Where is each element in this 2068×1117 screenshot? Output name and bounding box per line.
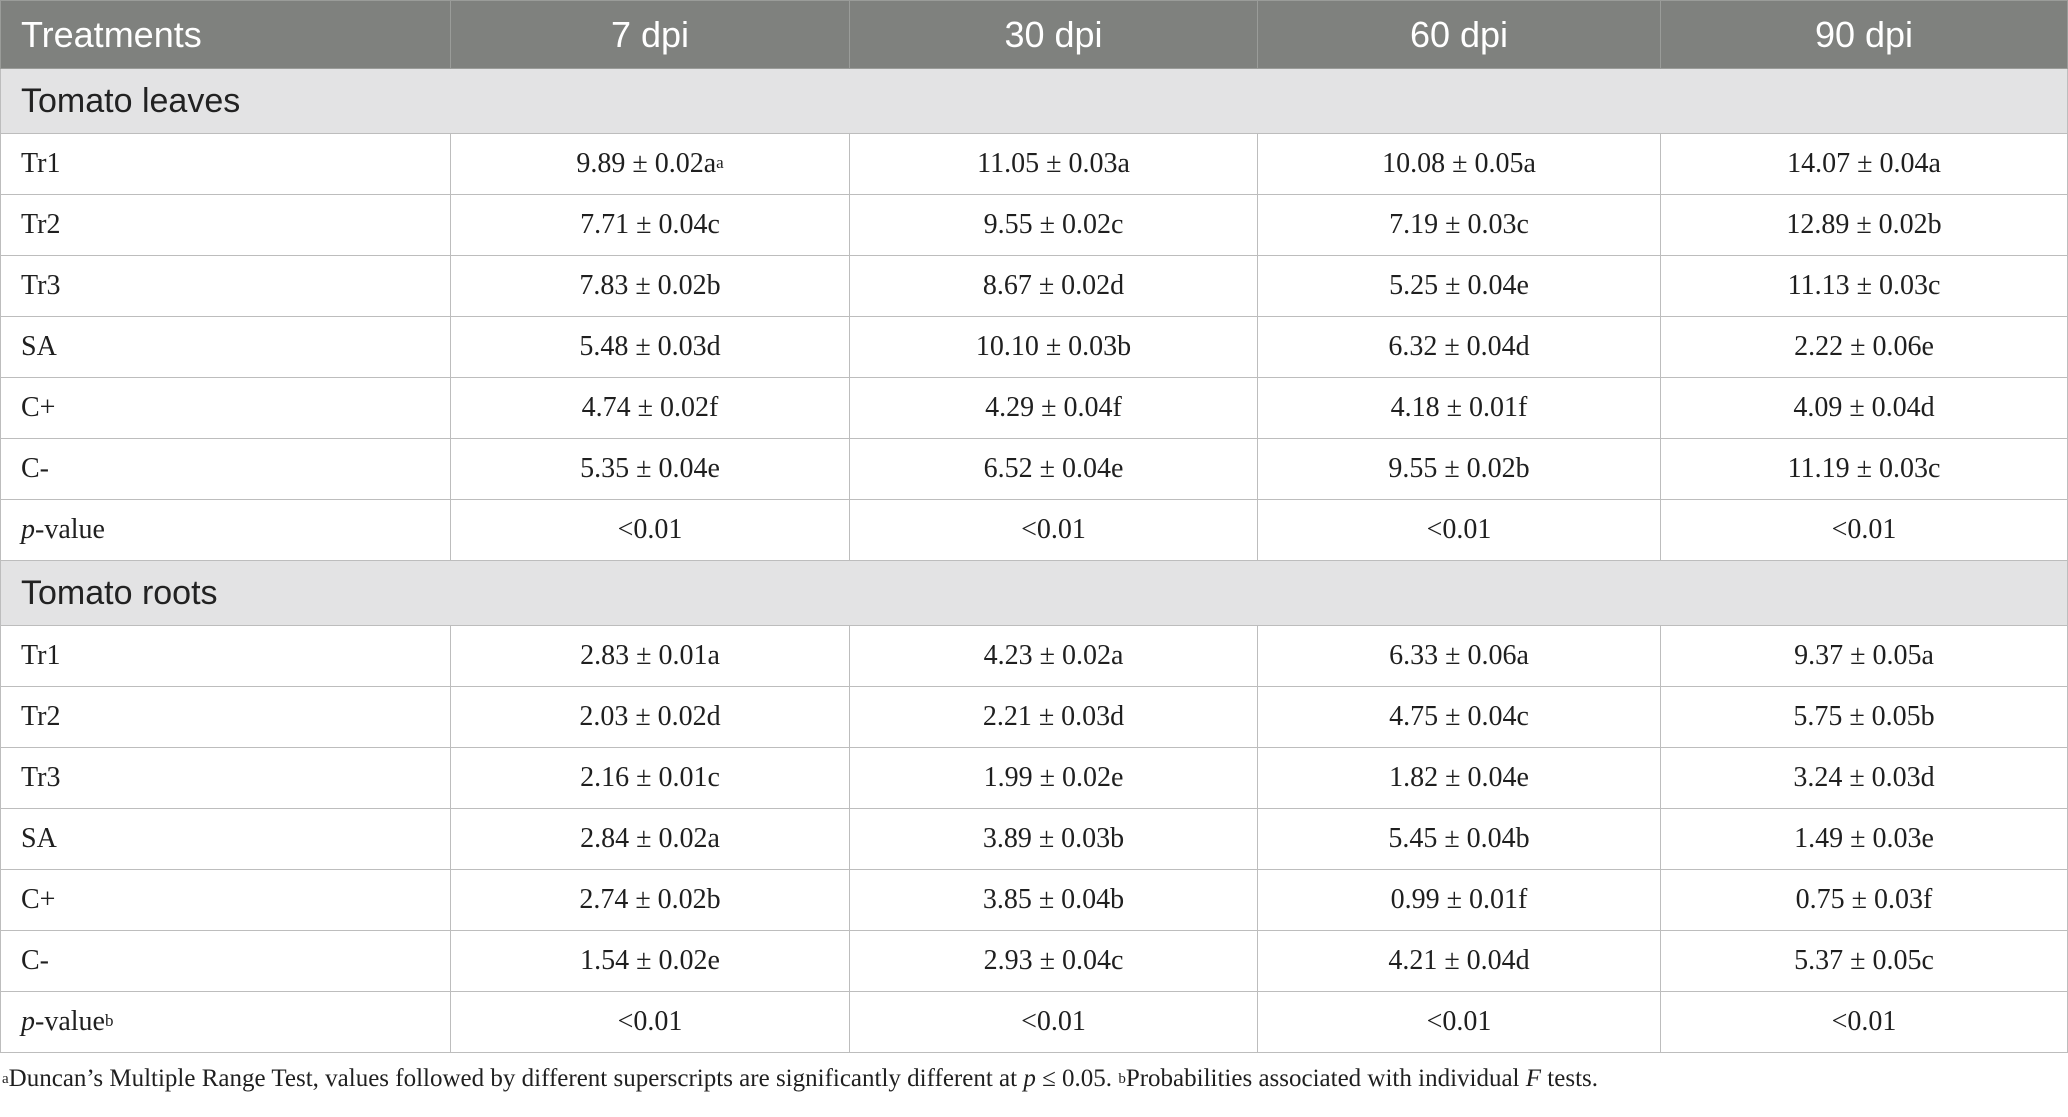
value-cell <box>451 687 850 748</box>
value-text: 0.99 ± 0.01f <box>1390 884 1528 915</box>
value-cell <box>451 317 850 378</box>
section-title: Tomato leaves <box>1 69 2068 134</box>
value-text: 11.19 ± 0.03c <box>1787 453 1941 484</box>
pvalue-label-text: -value <box>35 1006 105 1037</box>
value-cell <box>1661 870 2068 931</box>
value-text: 5.25 ± 0.04e <box>1389 270 1529 301</box>
value-cell <box>451 748 850 809</box>
footnote-text: Duncan’s Multiple Range Test, values followed by different superscripts are significantly different at <box>8 1065 1024 1092</box>
value-cell <box>850 317 1258 378</box>
table-row <box>1 134 2068 195</box>
treatment-label: SA <box>1 317 451 378</box>
table-body <box>1 69 2068 1053</box>
header-cell: 7 dpi <box>451 1 850 69</box>
value-text: 4.75 ± 0.04c <box>1389 701 1529 732</box>
value-text: 2.03 ± 0.02d <box>579 701 721 732</box>
value-cell <box>1258 809 1661 870</box>
treatment-label: C- <box>1 931 451 992</box>
value-text: 2.83 ± 0.01a <box>580 640 720 671</box>
value-text: 7.19 ± 0.03c <box>1389 209 1529 240</box>
pvalue-label-text: -value <box>35 514 105 545</box>
value-text: 4.09 ± 0.04d <box>1793 392 1935 423</box>
value-text: 10.08 ± 0.05a <box>1382 148 1536 179</box>
treatment-label: Tr3 <box>1 256 451 317</box>
value-cell <box>850 809 1258 870</box>
value-cell <box>1258 134 1661 195</box>
value-text: 1.82 ± 0.04e <box>1389 762 1529 793</box>
treatment-label: C+ <box>1 378 451 439</box>
value-cell <box>451 809 850 870</box>
value-text: 11.13 ± 0.03c <box>1787 270 1941 301</box>
section-title: Tomato roots <box>1 561 2068 626</box>
value-text: 9.37 ± 0.05a <box>1794 640 1934 671</box>
value-cell <box>850 931 1258 992</box>
value-cell <box>850 134 1258 195</box>
value-text: 14.07 ± 0.04a <box>1787 148 1941 179</box>
value-cell <box>1661 378 2068 439</box>
footnote-italic: F <box>1525 1065 1542 1092</box>
pvalue-cell: <0.01 <box>1661 500 2068 561</box>
header-row <box>1 1 2068 69</box>
value-text: 4.21 ± 0.04d <box>1388 945 1530 976</box>
value-text: 9.89 ± 0.02a <box>576 148 717 179</box>
value-cell <box>1258 687 1661 748</box>
table-row <box>1 748 2068 809</box>
footnote-text: Probabilities associated with individual <box>1125 1065 1526 1092</box>
value-text: 5.45 ± 0.04b <box>1388 823 1530 854</box>
treatment-label: Tr1 <box>1 134 451 195</box>
header-cell: Treatments <box>1 1 451 69</box>
value-cell <box>451 195 850 256</box>
footnote-marker: b <box>1118 1071 1126 1087</box>
pvalue-row <box>1 992 2068 1053</box>
value-text: 5.37 ± 0.05c <box>1794 945 1934 976</box>
value-cell <box>451 378 850 439</box>
table-row <box>1 256 2068 317</box>
value-cell <box>451 626 850 687</box>
value-cell <box>451 931 850 992</box>
value-cell <box>850 439 1258 500</box>
footnote-text: tests. <box>1541 1065 1598 1092</box>
treatment-label: C- <box>1 439 451 500</box>
footnote-marker: a <box>2 1071 9 1087</box>
value-text: 3.24 ± 0.03d <box>1793 762 1935 793</box>
value-text: 6.32 ± 0.04d <box>1388 331 1530 362</box>
pvalue-cell: <0.01 <box>1258 500 1661 561</box>
value-text: 7.83 ± 0.02b <box>579 270 721 301</box>
treatment-label: SA <box>1 809 451 870</box>
value-cell <box>1258 378 1661 439</box>
value-text: 12.89 ± 0.02b <box>1786 209 1942 240</box>
value-text: 6.52 ± 0.04e <box>983 453 1124 484</box>
table-row <box>1 931 2068 992</box>
value-text: 1.49 ± 0.03e <box>1794 823 1934 854</box>
value-cell <box>1258 626 1661 687</box>
value-cell <box>451 134 850 195</box>
value-cell <box>1661 931 2068 992</box>
value-text: 1.54 ± 0.02e <box>580 945 720 976</box>
table-row <box>1 870 2068 931</box>
footnote-marker: b <box>104 1011 114 1030</box>
value-cell <box>451 256 850 317</box>
table-row <box>1 317 2068 378</box>
value-text: 0.75 ± 0.03f <box>1795 884 1933 915</box>
value-cell <box>850 626 1258 687</box>
value-cell <box>850 687 1258 748</box>
value-cell <box>1258 748 1661 809</box>
value-cell <box>1258 256 1661 317</box>
pvalue-row <box>1 500 2068 561</box>
treatment-label: Tr3 <box>1 748 451 809</box>
value-cell <box>1661 626 2068 687</box>
value-cell <box>1661 195 2068 256</box>
pvalue-label <box>1 500 451 561</box>
table-footnote <box>0 1065 2068 1093</box>
value-text: 3.89 ± 0.03b <box>982 823 1125 854</box>
value-text: 2.21 ± 0.03d <box>982 701 1125 732</box>
value-text: 11.05 ± 0.03a <box>977 148 1130 179</box>
value-text: 2.22 ± 0.06e <box>1794 331 1934 362</box>
pvalue-cell: <0.01 <box>850 500 1258 561</box>
pvalue-italic: p <box>21 1006 35 1037</box>
value-cell <box>850 870 1258 931</box>
value-text: 4.18 ± 0.01f <box>1390 392 1528 423</box>
value-cell <box>1258 317 1661 378</box>
table-row <box>1 195 2068 256</box>
footnote-marker: a <box>716 153 724 172</box>
value-text: 8.67 ± 0.02d <box>982 270 1125 301</box>
footnote-italic: p <box>1023 1065 1036 1092</box>
footnote-text: ≤ 0.05. <box>1035 1065 1119 1092</box>
value-cell <box>1661 439 2068 500</box>
value-cell <box>1661 809 2068 870</box>
section-row <box>1 69 2068 134</box>
value-text: 2.93 ± 0.04c <box>983 945 1124 976</box>
value-cell <box>451 439 850 500</box>
value-text: 1.99 ± 0.02e <box>983 762 1124 793</box>
header-cell: 90 dpi <box>1661 1 2068 69</box>
pvalue-cell: <0.01 <box>1258 992 1661 1053</box>
value-text: 4.29 ± 0.04f <box>985 392 1122 423</box>
value-cell <box>850 256 1258 317</box>
value-text: 5.48 ± 0.03d <box>579 331 721 362</box>
value-text: 2.16 ± 0.01c <box>580 762 720 793</box>
value-text: 7.71 ± 0.04c <box>580 209 720 240</box>
value-text: 9.55 ± 0.02b <box>1388 453 1530 484</box>
pvalue-cell: <0.01 <box>451 992 850 1053</box>
value-cell <box>1258 195 1661 256</box>
section-row <box>1 561 2068 626</box>
value-text: 10.10 ± 0.03b <box>975 331 1132 362</box>
value-cell <box>1661 687 2068 748</box>
value-cell <box>1258 439 1661 500</box>
value-cell <box>850 195 1258 256</box>
value-text: 3.85 ± 0.04b <box>982 884 1125 915</box>
table-row <box>1 809 2068 870</box>
value-text: 4.23 ± 0.02a <box>983 640 1124 671</box>
value-cell <box>1661 134 2068 195</box>
value-cell <box>1661 748 2068 809</box>
value-text: 5.35 ± 0.04e <box>580 453 720 484</box>
value-cell <box>1661 317 2068 378</box>
value-cell <box>850 378 1258 439</box>
value-text: 5.75 ± 0.05b <box>1793 701 1935 732</box>
pvalue-cell: <0.01 <box>1661 992 2068 1053</box>
pvalue-cell: <0.01 <box>451 500 850 561</box>
table-row <box>1 439 2068 500</box>
value-cell <box>1258 931 1661 992</box>
header-cell: 30 dpi <box>850 1 1258 69</box>
value-text: 6.33 ± 0.06a <box>1389 640 1529 671</box>
value-text: 4.74 ± 0.02f <box>581 392 719 423</box>
treatment-label: Tr1 <box>1 626 451 687</box>
value-text: 2.84 ± 0.02a <box>580 823 720 854</box>
treatment-label: Tr2 <box>1 195 451 256</box>
table-row <box>1 687 2068 748</box>
value-text: 2.74 ± 0.02b <box>579 884 721 915</box>
value-cell <box>1258 870 1661 931</box>
treatment-label: C+ <box>1 870 451 931</box>
pvalue-italic: p <box>21 514 35 545</box>
pvalue-cell: <0.01 <box>850 992 1258 1053</box>
table-row <box>1 378 2068 439</box>
value-cell <box>850 748 1258 809</box>
pvalue-label <box>1 992 451 1053</box>
table-row <box>1 626 2068 687</box>
treatment-label: Tr2 <box>1 687 451 748</box>
value-text: 9.55 ± 0.02c <box>983 209 1124 240</box>
value-cell <box>1661 256 2068 317</box>
header-cell: 60 dpi <box>1258 1 1661 69</box>
value-cell <box>451 870 850 931</box>
